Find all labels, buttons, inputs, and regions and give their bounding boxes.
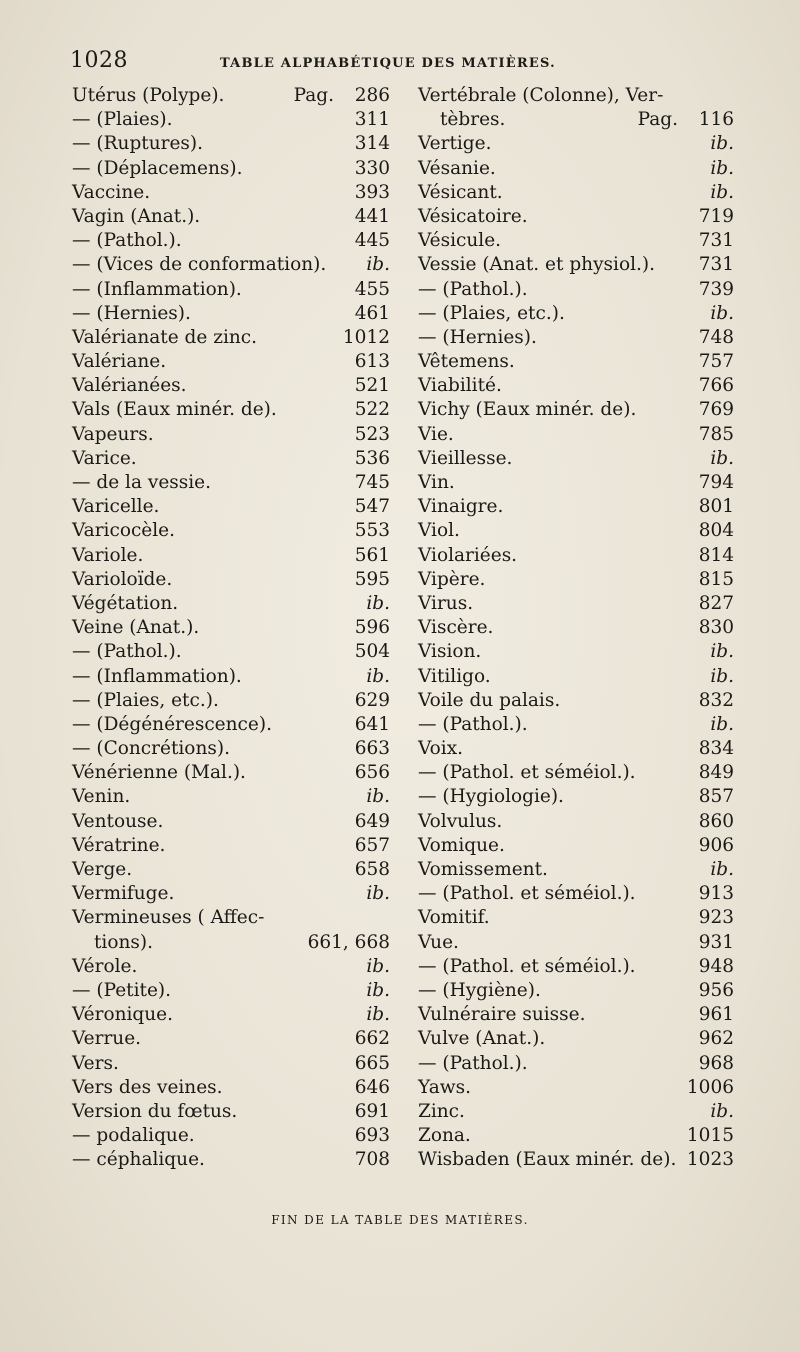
index-entry [72, 84, 390, 108]
index-entry [72, 1124, 390, 1148]
index-entry [72, 1027, 390, 1051]
entry-page-ref: 766 [698, 375, 734, 397]
entry-page-ref: ib. [366, 665, 390, 687]
entry-label: — (Petite). [72, 979, 171, 1001]
index-entry [418, 1003, 734, 1027]
entry-page-ref: ib. [366, 883, 390, 905]
entry-page-ref: 814 [698, 544, 734, 566]
entry-label: Vipère. [418, 568, 486, 590]
entry-page-ref: ib. [366, 979, 390, 1001]
entry-page-ref: 662 [354, 1028, 390, 1050]
index-entry [418, 84, 734, 108]
index-entry [418, 495, 734, 519]
entry-label: Version du fœtus. [72, 1100, 238, 1122]
entry-label: Vulve (Anat.). [418, 1028, 546, 1050]
entry-label: Variole. [72, 544, 144, 566]
entry-label: Vomique. [418, 834, 505, 856]
entry-page-ref: 769 [698, 399, 734, 421]
entry-page-ref: ib. [366, 592, 390, 614]
index-entry [418, 882, 734, 906]
entry-page-ref: ib. [710, 713, 734, 735]
entry-label: — (Hygiologie). [418, 786, 564, 808]
index-entry [418, 616, 734, 640]
entry-page-ref: 521 [354, 375, 390, 397]
index-entry [72, 689, 390, 713]
entry-page-ref: ib. [710, 665, 734, 687]
entry-label: Virus. [418, 592, 474, 614]
index-entry [418, 592, 734, 616]
entry-page-ref: 330 [354, 157, 390, 179]
entry-page-ref: 553 [354, 520, 390, 542]
index-entry [418, 834, 734, 858]
entry-page-ref: 661, 668 [307, 931, 390, 953]
index-entry [418, 157, 734, 181]
entry-page-ref: 961 [698, 1004, 734, 1026]
index-entry [418, 568, 734, 592]
index-entry [418, 108, 734, 132]
index-entry [418, 181, 734, 205]
index-entry [72, 374, 390, 398]
entry-page-ref: 311 [354, 109, 390, 131]
index-entry [72, 1052, 390, 1076]
entry-label: Vie. [418, 423, 454, 445]
index-entry [72, 132, 390, 156]
index-column-left [72, 84, 390, 1172]
index-entry [72, 253, 390, 277]
index-entry [418, 689, 734, 713]
entry-page-ref: 948 [698, 955, 734, 977]
entry-label: Verge. [72, 859, 133, 880]
entry-page-ref: 629 [354, 689, 390, 711]
entry-page-ref: 455 [354, 278, 390, 300]
pag-abbreviation: Pag. [293, 85, 334, 106]
entry-label: Varice. [72, 447, 137, 469]
entry-label: — (Dégénérescence). [72, 713, 272, 735]
entry-label: — (Ruptures). [72, 133, 204, 155]
index-entry [72, 931, 390, 955]
index-entry [72, 616, 390, 640]
entry-page-ref: 314 [354, 133, 390, 155]
entry-label: — (Hygiène). [418, 979, 541, 1001]
entry-page-ref: 286 [354, 85, 390, 106]
entry-page-ref: 116 [698, 109, 734, 131]
entry-page-ref: 461 [354, 302, 390, 324]
entry-page-ref: ib. [710, 641, 734, 663]
entry-label: Vapeurs. [72, 423, 154, 445]
entry-page-ref: ib. [710, 447, 734, 469]
index-entry [72, 665, 390, 689]
entry-page-ref: 646 [354, 1076, 390, 1098]
entry-page-ref: ib. [710, 157, 734, 179]
entry-label: — (Déplacemens). [72, 157, 243, 179]
running-title: TABLE ALPHABÉTIQUE DES MATIÈRES. [220, 56, 556, 71]
entry-page-ref: 834 [698, 738, 734, 760]
index-entry [72, 544, 390, 568]
entry-page-ref: 441 [354, 205, 390, 227]
entry-page-ref: ib. [366, 955, 390, 977]
index-entry [418, 1052, 734, 1076]
entry-page-ref: 857 [698, 786, 734, 808]
entry-page-ref: 1012 [342, 326, 390, 348]
entry-label: — (Pathol. et séméiol.). [418, 955, 636, 977]
entry-label: — (Inflammation). [72, 278, 242, 300]
index-entry [72, 761, 390, 785]
index-entry [72, 955, 390, 979]
entry-page-ref: 665 [354, 1052, 390, 1074]
index-entry [418, 447, 734, 471]
index-entry [418, 1100, 734, 1124]
entry-page-ref: 748 [698, 326, 734, 348]
entry-label: Veine (Anat.). [72, 617, 200, 639]
entry-label: — (Vices de conformation). [72, 254, 327, 276]
entry-label: — (Concrétions). [72, 738, 230, 760]
entry-page-ref: ib. [710, 859, 734, 880]
entry-label: tions). [94, 931, 153, 953]
index-entry [72, 906, 390, 930]
entry-label: Vulnéraire suisse. [418, 1004, 586, 1026]
entry-page-ref: 663 [354, 738, 390, 760]
entry-label: Vertige. [418, 133, 492, 155]
entry-label: — (Inflammation). [72, 665, 242, 687]
entry-label: tèbres. [440, 109, 506, 131]
entry-page-ref: 832 [698, 689, 734, 711]
entry-page-ref: 962 [698, 1028, 734, 1050]
entry-label: — (Pathol.). [72, 230, 182, 252]
entry-page-ref: 657 [354, 834, 390, 856]
entry-label: Zinc. [418, 1100, 465, 1122]
index-entry [72, 1148, 390, 1172]
entry-label: Varicelle. [72, 496, 160, 518]
index-entry [418, 519, 734, 543]
entry-page-ref: 649 [354, 810, 390, 832]
entry-label: Ventouse. [72, 810, 164, 832]
index-entry [418, 229, 734, 253]
entry-label: Vagin (Anat.). [72, 205, 201, 227]
entry-page-ref: ib. [710, 181, 734, 203]
entry-page-ref: ib. [710, 133, 734, 155]
entry-label: — (Pathol.). [418, 1052, 528, 1074]
entry-page-ref: 708 [354, 1149, 390, 1171]
entry-label: — (Plaies). [72, 109, 173, 131]
entry-label: Volvulus. [418, 810, 503, 832]
index-entry [72, 447, 390, 471]
index-entry [72, 108, 390, 132]
entry-label: — de la vessie. [72, 472, 212, 493]
entry-label: Yaws. [418, 1076, 472, 1098]
entry-label: Violariées. [418, 544, 518, 566]
entry-page-ref: ib. [710, 302, 734, 324]
entry-label: Vitiligo. [418, 665, 491, 687]
index-entry [418, 205, 734, 229]
index-entry [418, 423, 734, 447]
index-entry [72, 229, 390, 253]
entry-label: Viscère. [418, 617, 494, 639]
entry-label: Valériane. [72, 351, 167, 373]
entry-label: Valérianées. [72, 375, 187, 397]
index-entry [418, 1148, 734, 1172]
entry-label: Vératrine. [72, 834, 166, 856]
index-entry [418, 326, 734, 350]
index-entry [418, 785, 734, 809]
entry-label: Vaccine. [72, 181, 151, 203]
index-entry [72, 834, 390, 858]
index-entry [418, 737, 734, 761]
entry-label: Vêtemens. [418, 351, 515, 373]
index-entry [72, 302, 390, 326]
entry-page-ref: 523 [354, 423, 390, 445]
page-number: 1028 [70, 48, 128, 73]
entry-page-ref: 658 [354, 859, 390, 880]
index-entry [418, 471, 734, 495]
index-entry [418, 810, 734, 834]
entry-page-ref: ib. [366, 254, 390, 276]
entry-page-ref: 801 [698, 496, 734, 518]
index-entry [418, 906, 734, 930]
entry-page-ref: 931 [698, 931, 734, 953]
entry-label: Varioloïde. [72, 568, 173, 590]
entry-label: Utérus (Polype). [72, 85, 225, 106]
entry-page-ref: 656 [354, 762, 390, 784]
index-entry [418, 350, 734, 374]
entry-page-ref: 719 [698, 205, 734, 227]
entry-label: Zona. [418, 1125, 471, 1147]
index-entry [72, 326, 390, 350]
entry-page-ref: 522 [354, 399, 390, 421]
entry-label: — podalique. [72, 1125, 195, 1147]
entry-page-ref: 968 [698, 1052, 734, 1074]
entry-label: — (Plaies, etc.). [72, 689, 219, 711]
entry-label: Vermifuge. [72, 883, 175, 905]
index-entry [72, 810, 390, 834]
entry-page-ref: 561 [354, 544, 390, 566]
entry-page-ref: 691 [354, 1100, 390, 1122]
entry-label: Varicocèle. [72, 520, 176, 542]
index-entry [72, 471, 390, 495]
entry-label: Végétation. [72, 592, 179, 614]
entry-page-ref: ib. [710, 1100, 734, 1122]
entry-page-ref: 913 [698, 883, 734, 905]
entry-label: — (Pathol. et séméiol.). [418, 883, 636, 905]
index-entry [72, 398, 390, 422]
entry-label: — (Pathol.). [418, 278, 528, 300]
index-entry [72, 278, 390, 302]
entry-page-ref: 860 [698, 810, 734, 832]
entry-label: Valérianate de zinc. [72, 326, 258, 348]
index-entry [418, 931, 734, 955]
entry-label: Vésicule. [418, 230, 502, 252]
entry-label: Vichy (Eaux minér. de). [418, 399, 637, 421]
entry-label: Voile du palais. [418, 689, 561, 711]
entry-page-ref: 595 [354, 568, 390, 590]
index-entry [418, 640, 734, 664]
entry-page-ref: 923 [698, 907, 734, 929]
entry-label: Vieillesse. [418, 447, 513, 469]
entry-label: — céphalique. [72, 1149, 205, 1171]
index-entry [72, 1003, 390, 1027]
index-entry [72, 640, 390, 664]
index-entry [72, 350, 390, 374]
entry-label: Vue. [418, 931, 459, 953]
entry-page-ref: 757 [698, 351, 734, 373]
entry-label: — (Hernies). [72, 302, 191, 324]
entry-label: — (Hernies). [418, 326, 537, 348]
entry-label: Verrue. [72, 1028, 142, 1050]
entry-page-ref: 745 [354, 472, 390, 493]
index-entry [418, 761, 734, 785]
index-entry [418, 398, 734, 422]
index-entry [418, 302, 734, 326]
end-of-table-note: FIN DE LA TABLE DES MATIÈRES. [271, 1213, 529, 1227]
entry-label: Vers. [72, 1052, 119, 1074]
entry-label: Vermineuses ( Affec- [72, 907, 265, 929]
entry-label: Venin. [72, 786, 131, 808]
entry-page-ref: 504 [354, 641, 390, 663]
entry-label: Vertébrale (Colonne), Ver- [418, 85, 664, 106]
index-entry [72, 181, 390, 205]
entry-page-ref: 906 [698, 834, 734, 856]
index-entry [72, 858, 390, 882]
index-entry [418, 1076, 734, 1100]
index-entry [72, 737, 390, 761]
index-entry [72, 157, 390, 181]
entry-label: Viol. [418, 520, 460, 542]
entry-label: — (Pathol.). [418, 713, 528, 735]
index-entry [418, 1027, 734, 1051]
entry-label: Vers des veines. [72, 1076, 223, 1098]
entry-page-ref: 731 [698, 254, 734, 276]
index-entry [72, 713, 390, 737]
index-entry [418, 979, 734, 1003]
index-entry [418, 278, 734, 302]
entry-label: Vomitif. [418, 907, 490, 929]
entry-page-ref: 827 [698, 592, 734, 614]
index-entry [418, 1124, 734, 1148]
entry-page-ref: 956 [698, 979, 734, 1001]
entry-page-ref: 804 [698, 520, 734, 542]
entry-label: Véronique. [72, 1004, 174, 1026]
entry-label: Vessie (Anat. et physiol.). [418, 254, 655, 276]
index-entry [418, 713, 734, 737]
entry-label: Vésicant. [418, 181, 503, 203]
entry-page-ref: 1015 [686, 1125, 734, 1147]
page-header [70, 48, 740, 80]
entry-page-ref: 596 [354, 617, 390, 639]
entry-page-ref: 445 [354, 230, 390, 252]
index-entry [418, 374, 734, 398]
entry-page-ref: 547 [354, 496, 390, 518]
entry-label: Vésanie. [418, 157, 496, 179]
entry-label: Voix. [418, 738, 464, 760]
index-entry [418, 132, 734, 156]
entry-page-ref: 830 [698, 617, 734, 639]
entry-page-ref: 739 [698, 278, 734, 300]
entry-label: Vision. [418, 641, 482, 663]
entry-page-ref: 1006 [686, 1076, 734, 1098]
entry-label: Vérole. [72, 955, 138, 977]
entry-page-ref: 815 [698, 568, 734, 590]
index-entry [418, 665, 734, 689]
index-entry [72, 423, 390, 447]
entry-label: — (Pathol. et séméiol.). [418, 762, 636, 784]
index-entry [72, 592, 390, 616]
index-entry [72, 785, 390, 809]
entry-page-ref: 693 [354, 1125, 390, 1147]
index-entry [72, 882, 390, 906]
entry-label: Vin. [418, 472, 455, 493]
entry-label: Vals (Eaux minér. de). [72, 399, 277, 421]
entry-label: Vésicatoire. [418, 205, 528, 227]
entry-label: — (Plaies, etc.). [418, 302, 565, 324]
index-entry [418, 858, 734, 882]
pag-abbreviation: Pag. [637, 109, 678, 131]
index-entry [72, 979, 390, 1003]
index-entry [72, 519, 390, 543]
entry-page-ref: ib. [366, 1004, 390, 1026]
entry-label: Vinaigre. [418, 496, 504, 518]
entry-page-ref: 731 [698, 230, 734, 252]
entry-page-ref: 1023 [686, 1149, 734, 1171]
index-entry [418, 544, 734, 568]
index-entry [72, 568, 390, 592]
entry-page-ref: 641 [354, 713, 390, 735]
index-entry [418, 955, 734, 979]
entry-label: — (Pathol.). [72, 641, 182, 663]
index-entry [72, 205, 390, 229]
index-entry [72, 1100, 390, 1124]
entry-page-ref: 849 [698, 762, 734, 784]
index-column-right [418, 84, 734, 1172]
entry-page-ref: 785 [698, 423, 734, 445]
entry-page-ref: 613 [354, 351, 390, 373]
entry-label: Wisbaden (Eaux minér. de). [418, 1149, 677, 1171]
entry-page-ref: 393 [354, 181, 390, 203]
index-entry [72, 495, 390, 519]
entry-page-ref: ib. [366, 786, 390, 808]
entry-page-ref: 794 [698, 472, 734, 493]
index-entry [418, 253, 734, 277]
entry-label: Vomissement. [418, 859, 548, 880]
entry-page-ref: 536 [354, 447, 390, 469]
index-entry [72, 1076, 390, 1100]
entry-label: Vénérienne (Mal.). [72, 762, 246, 784]
entry-label: Viabilité. [418, 375, 502, 397]
